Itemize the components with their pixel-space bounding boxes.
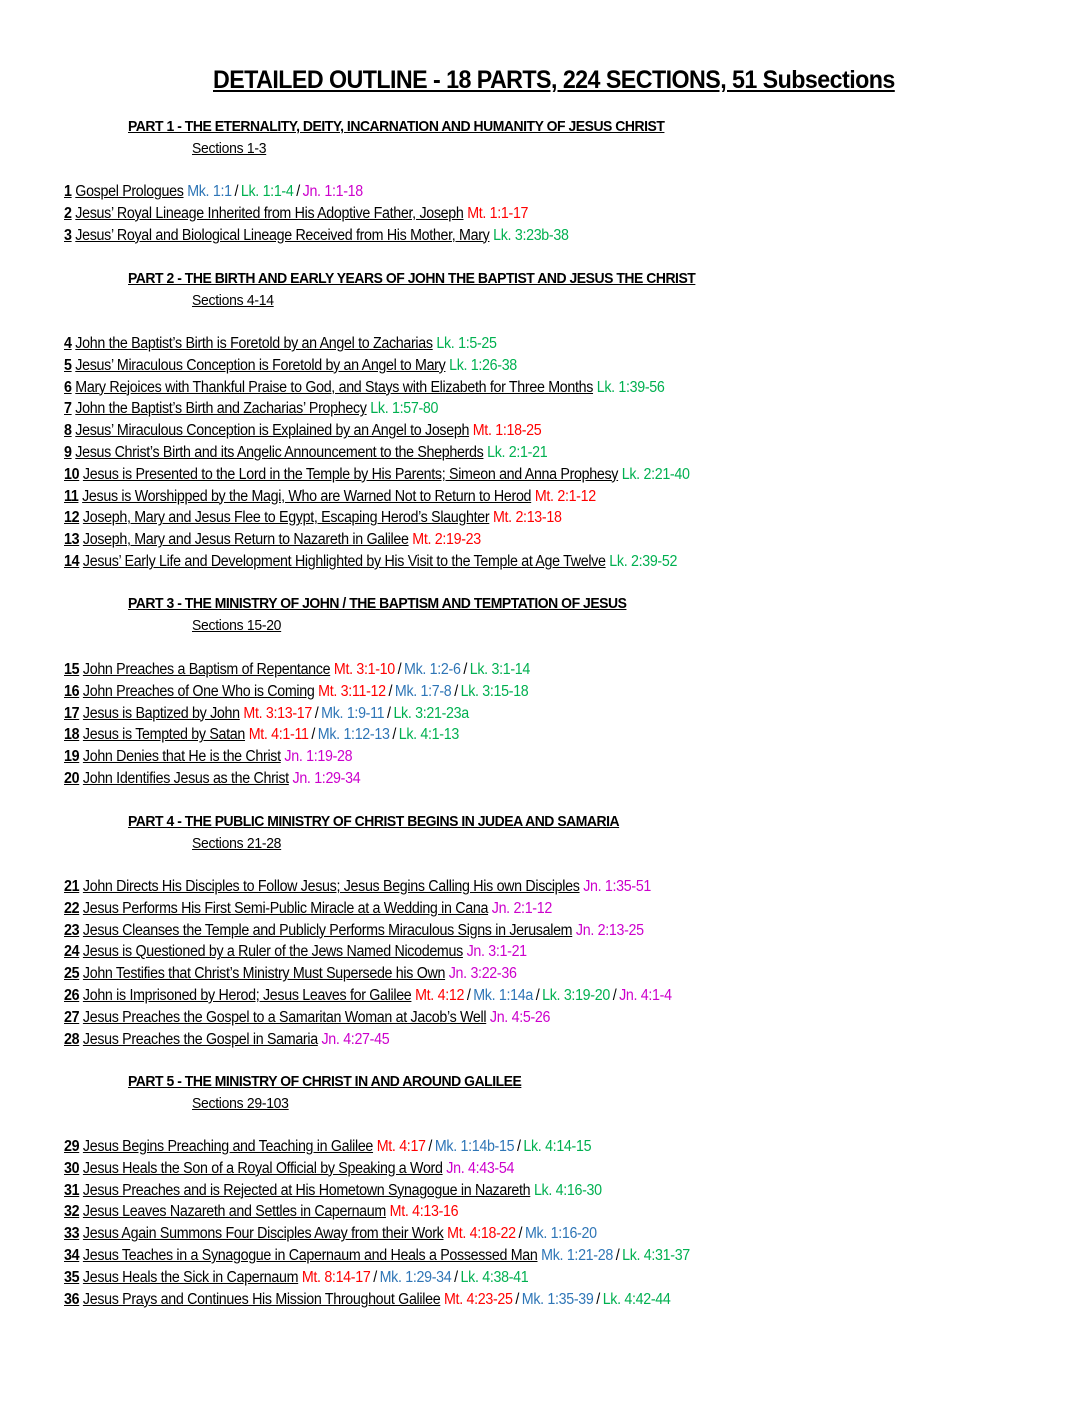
section-number: 17 <box>64 704 80 722</box>
scripture-reference-jn: Jn. 4:1-4 <box>619 987 672 1004</box>
reference-separator: / <box>296 183 300 200</box>
section-title: John Directs His Disciples to Follow Jesus; Jesus Begins Calling His own Disciples <box>82 878 580 895</box>
reference-separator: / <box>373 1268 377 1286</box>
section-title-link[interactable] <box>64 683 314 700</box>
section-title-link[interactable] <box>64 227 489 244</box>
reference-separator: / <box>515 1290 520 1308</box>
scripture-reference-lk: Lk. 4:14-15 <box>523 1138 592 1155</box>
section-entry <box>64 488 596 506</box>
section-number: 13 <box>64 531 80 549</box>
scripture-reference-mt: Mt. 2:19-23 <box>412 531 481 549</box>
section-entry <box>64 357 517 375</box>
section-entry <box>64 1031 389 1049</box>
scripture-reference-jn: Jn. 1:1-18 <box>302 183 363 200</box>
section-title: Jesus’ Early Life and Development Highlighted by His Visit to the Temple at Age Twelve <box>82 553 606 570</box>
section-title-link[interactable] <box>64 943 463 960</box>
scripture-reference-jn: Jn. 4:43-54 <box>446 1159 515 1177</box>
section-title: Jesus’ Royal Lineage Inherited from His Adoptive Father, Joseph <box>75 204 464 222</box>
scripture-reference-lk: Lk. 3:21-23a <box>393 704 469 722</box>
scripture-reference-jn: Jn. 3:22-36 <box>448 965 517 983</box>
scripture-reference-mk: Mk. 1:2-6 <box>404 661 461 678</box>
section-number: 15 <box>64 661 80 678</box>
scripture-reference-lk: Lk. 4:1-13 <box>398 726 459 744</box>
scripture-reference-mk: Mk. 1:7-8 <box>394 682 452 700</box>
scripture-references <box>492 900 552 917</box>
reference-separator: / <box>466 987 471 1004</box>
scripture-reference-mt: Mt. 3:11-12 <box>318 682 386 700</box>
section-entry <box>64 205 528 223</box>
section-title-link[interactable] <box>64 900 488 917</box>
scripture-reference-jn: Jn. 3:1-21 <box>466 943 527 961</box>
section-entry <box>64 553 677 571</box>
section-number: 4 <box>64 335 72 352</box>
scripture-reference-lk: Lk. 2:21-40 <box>621 465 690 483</box>
section-number: 35 <box>64 1268 80 1286</box>
scripture-references <box>415 987 672 1004</box>
section-number: 34 <box>64 1247 80 1264</box>
section-title-link[interactable] <box>64 553 606 570</box>
section-number: 22 <box>64 899 80 917</box>
scripture-references <box>412 531 481 548</box>
reference-separator: / <box>387 704 391 722</box>
section-title: John Testifies that Christ’s Ministry Must Supersede his Own <box>82 965 446 983</box>
section-entry <box>64 1138 591 1156</box>
section-title: Jesus Preaches the Gospel in Samaria <box>82 1030 318 1048</box>
scripture-references <box>249 726 459 743</box>
section-number: 28 <box>64 1030 80 1048</box>
section-title-link[interactable] <box>64 878 580 895</box>
section-entry <box>64 878 651 896</box>
scripture-reference-mt: Mt. 3:13-17 <box>243 704 313 722</box>
section-number: 5 <box>64 356 72 374</box>
section-title-link[interactable] <box>64 531 409 548</box>
scripture-reference-jn: Jn. 1:35-51 <box>583 878 652 895</box>
section-title: Mary Rejoices with Thankful Praise to God, and Stays with Elizabeth for Three Months <box>75 378 594 396</box>
reference-separator: / <box>518 1225 523 1243</box>
scripture-reference-mk: Mk. 1:14b-15 <box>434 1138 515 1155</box>
reference-separator: / <box>428 1138 433 1155</box>
section-number: 32 <box>64 1203 80 1221</box>
section-title: Jesus Prays and Continues His Mission Throughout Galilee <box>82 1290 441 1308</box>
scripture-references <box>449 965 517 982</box>
scripture-references <box>609 553 677 570</box>
scripture-reference-lk: Lk. 4:31-37 <box>622 1247 690 1264</box>
reference-separator: / <box>392 726 396 744</box>
scripture-references <box>334 661 530 678</box>
reference-separator: / <box>612 987 617 1004</box>
scripture-references <box>318 683 528 700</box>
section-number: 12 <box>64 509 80 527</box>
section-entry <box>64 922 644 940</box>
scripture-reference-lk: Lk. 2:1-21 <box>487 444 548 461</box>
section-title: Jesus Preaches the Gospel to a Samaritan Woman at Jacob’s Well <box>82 1008 487 1026</box>
section-number: 16 <box>64 682 80 700</box>
scripture-references <box>321 1031 389 1048</box>
scripture-reference-mt: Mt. 4:23-25 <box>444 1290 513 1308</box>
section-title: Jesus Heals the Sick in Capernaum <box>82 1268 299 1286</box>
scripture-reference-lk: Lk. 3:23b-38 <box>493 226 569 244</box>
scripture-references <box>622 466 690 483</box>
section-title-link[interactable] <box>64 466 618 483</box>
scripture-reference-mk: Mk. 1:14a <box>473 987 533 1004</box>
scripture-reference-mk: Mk. 1:12-13 <box>317 726 390 744</box>
scripture-references <box>370 400 438 417</box>
scripture-references <box>473 422 542 439</box>
section-title-link[interactable] <box>64 748 281 765</box>
scripture-references <box>490 1009 550 1026</box>
reference-separator: / <box>311 726 316 744</box>
part-sections-label: Sections 21-28 <box>192 835 282 852</box>
reference-separator: / <box>234 183 239 200</box>
section-title-link[interactable] <box>64 1031 318 1048</box>
scripture-reference-jn: Jn. 4:27-45 <box>321 1030 390 1048</box>
section-number: 30 <box>64 1159 80 1177</box>
scripture-references <box>493 227 568 244</box>
scripture-reference-mk: Mk. 1:35-39 <box>521 1290 594 1308</box>
section-number: 9 <box>64 444 72 461</box>
section-title: Joseph, Mary and Jesus Flee to Egypt, Escaping Herod’s Slaughter <box>82 509 490 527</box>
scripture-reference-lk: Lk. 2:39-52 <box>609 553 678 570</box>
section-entry <box>64 1269 528 1287</box>
section-entry <box>64 1291 671 1309</box>
scripture-references <box>446 1160 514 1177</box>
section-title: Jesus is Questioned by a Ruler of the Jews Named Nicodemus <box>82 943 463 961</box>
section-title-link[interactable] <box>64 1269 298 1286</box>
part-sections-label: Sections 15-20 <box>192 617 282 634</box>
section-title-link[interactable] <box>64 444 483 461</box>
scripture-reference-jn: Jn. 1:29-34 <box>292 770 361 787</box>
scripture-references <box>436 335 496 352</box>
section-title: Gospel Prologues <box>75 183 184 200</box>
section-entry <box>64 770 360 788</box>
section-entry <box>64 531 481 549</box>
section-title-link[interactable] <box>64 1225 444 1242</box>
section-title: Jesus Teaches in a Synagogue in Capernaum and Heals a Possessed Man <box>82 1247 538 1264</box>
section-title: Jesus Cleanses the Temple and Publicly Performs Miraculous Signs in Jerusalem <box>82 921 573 939</box>
section-title: Joseph, Mary and Jesus Return to Nazareth in Galilee <box>82 531 409 549</box>
section-title-link[interactable] <box>64 1009 486 1026</box>
scripture-references <box>390 1203 459 1220</box>
section-title: Jesus’ Miraculous Conception is Explained by an Angel to Joseph <box>75 422 470 440</box>
section-number: 14 <box>64 553 80 570</box>
part-sections-label: Sections 4-14 <box>192 292 274 309</box>
scripture-references <box>243 705 468 722</box>
section-title-link[interactable] <box>64 400 367 417</box>
section-title: Jesus Leaves Nazareth and Settles in Capernaum <box>82 1203 386 1221</box>
part-heading: PART 5 - THE MINISTRY OF CHRIST IN AND AROUND GALILEE <box>128 1073 522 1090</box>
section-number: 21 <box>64 878 80 895</box>
section-title: Jesus is Baptized by John <box>82 704 240 722</box>
section-entry <box>64 183 363 201</box>
scripture-reference-lk: Lk. 1:26-38 <box>449 356 517 374</box>
scripture-reference-jn: Jn. 2:1-12 <box>491 899 552 917</box>
section-number: 27 <box>64 1008 80 1026</box>
section-entry <box>64 900 552 918</box>
section-entry <box>64 1225 597 1243</box>
scripture-references <box>377 1138 591 1155</box>
section-title-link[interactable] <box>64 922 572 939</box>
section-number: 36 <box>64 1290 80 1308</box>
section-title-link[interactable] <box>64 422 469 439</box>
section-number: 19 <box>64 748 80 766</box>
section-entry <box>64 227 569 245</box>
section-entry <box>64 683 528 701</box>
section-title: Jesus is Presented to the Lord in the Temple by His Parents; Simeon and Anna Prophesy <box>82 465 619 483</box>
section-title: John Denies that He is the Christ <box>82 748 281 766</box>
scripture-references <box>597 379 665 396</box>
section-entry <box>64 943 527 961</box>
scripture-reference-lk: Lk. 4:42-44 <box>602 1290 671 1308</box>
section-entry <box>64 466 690 484</box>
section-entry <box>64 1182 602 1200</box>
section-entry <box>64 422 541 440</box>
document-title: DETAILED OUTLINE - 18 PARTS, 224 SECTIONS, 51 Subsections <box>213 66 895 94</box>
section-title-link[interactable] <box>64 379 593 396</box>
section-title: Jesus Christ’s Birth and its Angelic Announcement to the Shepherds <box>75 444 484 461</box>
section-number: 3 <box>64 226 72 244</box>
scripture-reference-mt: Mt. 2:1-12 <box>534 487 596 505</box>
scripture-references <box>302 1269 529 1286</box>
scripture-references <box>467 943 527 960</box>
scripture-reference-mk: Mk. 1:9-11 <box>321 704 385 722</box>
section-title: Jesus is Tempted by Satan <box>82 726 246 744</box>
scripture-references <box>535 488 596 505</box>
scripture-references <box>447 1225 597 1242</box>
section-title: John the Baptist’s Birth and Zacharias’ Prophecy <box>75 400 367 418</box>
scripture-reference-lk: Lk. 1:39-56 <box>596 378 665 396</box>
section-number: 24 <box>64 943 80 961</box>
section-title-link[interactable] <box>64 183 184 200</box>
section-number: 11 <box>64 487 79 505</box>
scripture-reference-lk: Lk. 3:15-18 <box>460 682 529 700</box>
section-title: Jesus Again Summons Four Disciples Away from their Work <box>82 1225 444 1243</box>
section-title-link[interactable] <box>64 1247 537 1264</box>
scripture-reference-mt: Mt. 1:1-17 <box>467 204 529 222</box>
scripture-reference-mt: Mt. 4:18-22 <box>447 1225 516 1243</box>
scripture-references <box>467 205 528 222</box>
scripture-reference-mt: Mt. 1:18-25 <box>472 422 542 440</box>
scripture-references <box>187 183 363 200</box>
section-title: Jesus Begins Preaching and Teaching in Galilee <box>82 1138 374 1155</box>
section-entry <box>64 1009 550 1027</box>
section-number: 1 <box>64 183 72 200</box>
reference-separator: / <box>454 1268 458 1286</box>
section-entry <box>64 335 497 353</box>
scripture-references <box>284 748 352 765</box>
reference-separator: / <box>388 682 393 700</box>
section-title: Jesus Preaches and is Rejected at His Hometown Synagogue in Nazareth <box>82 1181 531 1199</box>
part-heading: PART 2 - THE BIRTH AND EARLY YEARS OF JOHN THE BAPTIST AND JESUS THE CHRIST <box>128 270 696 287</box>
section-number: 29 <box>64 1138 80 1155</box>
scripture-reference-lk: Lk. 4:16-30 <box>533 1181 602 1199</box>
scripture-reference-mt: Mt. 8:14-17 <box>301 1268 371 1286</box>
section-title-link[interactable] <box>64 1182 530 1199</box>
section-title-link[interactable] <box>64 205 464 222</box>
section-title-link[interactable] <box>64 335 433 352</box>
section-title-link[interactable] <box>64 705 240 722</box>
reference-separator: / <box>454 682 458 700</box>
section-title-link[interactable] <box>64 965 445 982</box>
scripture-reference-jn: Jn. 2:13-25 <box>575 921 644 939</box>
section-number: 6 <box>64 378 72 396</box>
section-number: 8 <box>64 422 72 440</box>
section-title: John Identifies Jesus as the Christ <box>82 770 289 787</box>
section-title-link[interactable] <box>64 1203 386 1220</box>
reference-separator: / <box>535 987 540 1004</box>
part-sections-label: Sections 29-103 <box>192 1095 289 1112</box>
reference-separator: / <box>516 1138 521 1155</box>
section-entry <box>64 748 352 766</box>
scripture-references <box>487 444 547 461</box>
section-title: John Preaches of One Who is Coming <box>82 682 315 700</box>
section-number: 25 <box>64 965 80 983</box>
scripture-references <box>541 1247 690 1264</box>
scripture-references <box>449 357 517 374</box>
scripture-reference-lk: Lk. 4:38-41 <box>460 1268 529 1286</box>
section-number: 31 <box>64 1181 80 1199</box>
section-number: 23 <box>64 921 80 939</box>
scripture-references <box>293 770 361 787</box>
section-entry <box>64 400 438 418</box>
section-entry <box>64 726 459 744</box>
scripture-reference-mk: Mk. 1:29-34 <box>379 1268 452 1286</box>
scripture-references <box>493 509 562 526</box>
part-sections-label: Sections 1-3 <box>192 140 267 157</box>
section-entry <box>64 1160 514 1178</box>
section-number: 7 <box>64 400 72 418</box>
section-number: 26 <box>64 987 80 1004</box>
scripture-reference-lk: Lk. 3:19-20 <box>542 987 610 1004</box>
section-title: John the Baptist’s Birth is Foretold by an Angel to Zacharias <box>75 335 433 352</box>
section-title-link[interactable] <box>64 726 245 743</box>
section-title-link[interactable] <box>64 1138 373 1155</box>
part-heading: PART 4 - THE PUBLIC MINISTRY OF CHRIST BEGINS IN JUDEA AND SAMARIA <box>128 813 620 830</box>
section-title: John Preaches a Baptism of Repentance <box>82 661 331 678</box>
scripture-reference-lk: Lk. 1:1-4 <box>240 183 294 200</box>
section-title-link[interactable] <box>64 357 445 374</box>
section-title-link[interactable] <box>64 1160 443 1177</box>
section-entry <box>64 965 517 983</box>
scripture-reference-lk: Lk. 3:1-14 <box>469 661 530 678</box>
scripture-references <box>444 1291 671 1308</box>
section-title: Jesus Performs His First Semi-Public Miracle at a Wedding in Cana <box>82 899 489 917</box>
reference-separator: / <box>596 1290 600 1308</box>
section-entry <box>64 1247 690 1265</box>
section-title-link[interactable] <box>64 661 330 678</box>
scripture-references <box>576 922 644 939</box>
section-number: 20 <box>64 770 80 787</box>
section-title-link[interactable] <box>64 509 489 526</box>
scripture-reference-mk: Mk. 1:21-28 <box>541 1247 613 1264</box>
part-heading: PART 1 - THE ETERNALITY, DEITY, INCARNATION AND HUMANITY OF JESUS CHRIST <box>128 118 665 135</box>
section-entry <box>64 987 672 1005</box>
section-entry <box>64 509 562 527</box>
section-title: Jesus Heals the Son of a Royal Official by Speaking a Word <box>82 1159 443 1177</box>
section-title: Jesus’ Royal and Biological Lineage Received from His Mother, Mary <box>75 226 490 244</box>
section-entry <box>64 1203 458 1221</box>
reference-separator: / <box>397 661 402 678</box>
section-number: 33 <box>64 1225 80 1243</box>
scripture-reference-mt: Mt. 3:1-10 <box>333 661 395 678</box>
reference-separator: / <box>615 1247 620 1264</box>
part-heading: PART 3 - THE MINISTRY OF JOHN / THE BAPTISM AND TEMPTATION OF JESUS <box>128 595 627 612</box>
section-title: Jesus’ Miraculous Conception is Foretold by an Angel to Mary <box>75 356 446 374</box>
scripture-reference-jn: Jn. 1:19-28 <box>284 748 353 766</box>
scripture-reference-lk: Lk. 1:5-25 <box>436 335 497 352</box>
section-number: 18 <box>64 726 80 744</box>
scripture-reference-jn: Jn. 4:5-26 <box>489 1008 551 1026</box>
section-title-link[interactable] <box>64 488 531 505</box>
scripture-reference-lk: Lk. 1:57-80 <box>370 400 439 418</box>
scripture-reference-mt: Mt. 2:13-18 <box>492 509 562 527</box>
section-title-link[interactable] <box>64 770 289 787</box>
section-entry <box>64 661 530 679</box>
section-entry <box>64 444 547 462</box>
section-title-link[interactable] <box>64 987 411 1004</box>
scripture-references <box>534 1182 602 1199</box>
section-entry <box>64 379 665 397</box>
scripture-reference-mt: Mt. 4:13-16 <box>389 1203 459 1221</box>
section-title-link[interactable] <box>64 1291 440 1308</box>
scripture-references <box>583 878 651 895</box>
section-number: 10 <box>64 465 80 483</box>
section-title: John is Imprisoned by Herod; Jesus Leaves for Galilee <box>82 987 412 1004</box>
scripture-reference-mt: Mt. 4:17 <box>376 1138 426 1155</box>
scripture-reference-mt: Mt. 4:1-11 <box>248 726 309 744</box>
section-title: Jesus is Worshipped by the Magi, Who are Warned Not to Return to Herod <box>82 487 532 505</box>
scripture-reference-mk: Mk. 1:16-20 <box>524 1225 597 1243</box>
reference-separator: / <box>463 661 468 678</box>
scripture-reference-mt: Mt. 4:12 <box>415 987 465 1004</box>
reference-separator: / <box>314 704 319 722</box>
scripture-reference-mk: Mk. 1:1 <box>187 183 232 200</box>
section-entry <box>64 705 469 723</box>
section-number: 2 <box>64 204 72 222</box>
